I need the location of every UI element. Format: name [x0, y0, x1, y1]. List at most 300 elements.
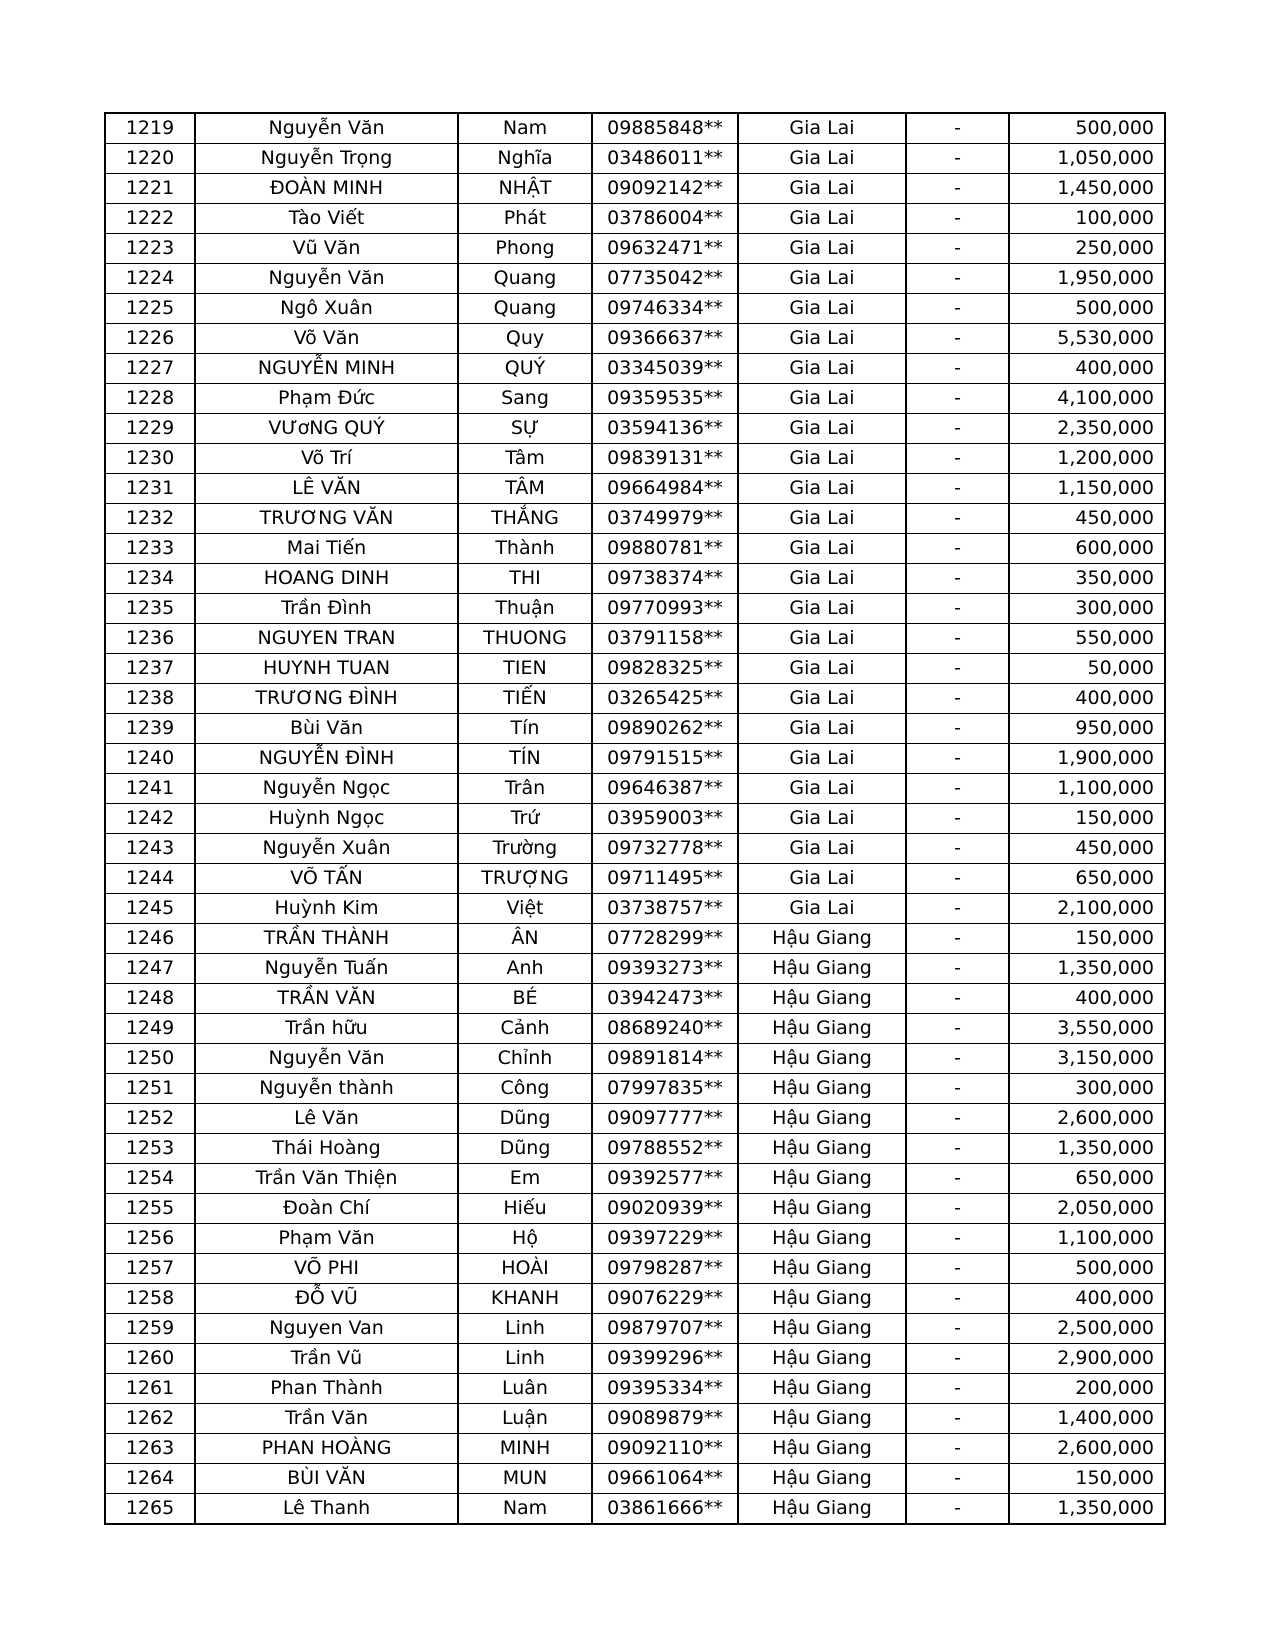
province-cell: Gia Lai [738, 264, 906, 294]
row-number: 1235 [105, 594, 195, 624]
row-number: 1231 [105, 474, 195, 504]
table-row [105, 864, 1165, 894]
province-cell: Hậu Giang [738, 1284, 906, 1314]
given-name-cell: TÍN [458, 744, 592, 774]
province-cell: Gia Lai [738, 444, 906, 474]
table-row [105, 234, 1165, 264]
phone-cell: 09397229** [592, 1224, 738, 1254]
phone-cell: 03791158** [592, 624, 738, 654]
given-name-cell: TÂM [458, 474, 592, 504]
row-number: 1230 [105, 444, 195, 474]
surname-cell: Lê Văn [195, 1104, 458, 1134]
table-row [105, 564, 1165, 594]
phone-cell: 09879707** [592, 1314, 738, 1344]
amount-cell: 2,100,000 [1009, 894, 1165, 924]
phone-cell: 09092142** [592, 174, 738, 204]
amount-cell: 2,600,000 [1009, 1104, 1165, 1134]
dash-cell: - [906, 954, 1009, 984]
row-number: 1222 [105, 204, 195, 234]
surname-cell: Phạm Đức [195, 384, 458, 414]
given-name-cell: Luân [458, 1374, 592, 1404]
row-number: 1259 [105, 1314, 195, 1344]
surname-cell: Lê Thanh [195, 1494, 458, 1525]
phone-cell: 09399296** [592, 1344, 738, 1374]
row-number: 1265 [105, 1494, 195, 1525]
row-number: 1246 [105, 924, 195, 954]
table-row [105, 774, 1165, 804]
phone-cell: 03942473** [592, 984, 738, 1014]
dash-cell: - [906, 894, 1009, 924]
province-cell: Hậu Giang [738, 1134, 906, 1164]
surname-cell: TRƯƠNG ĐÌNH [195, 684, 458, 714]
amount-cell: 1,350,000 [1009, 1494, 1165, 1525]
phone-cell: 03486011** [592, 144, 738, 174]
surname-cell: Nguyễn Xuân [195, 834, 458, 864]
dash-cell: - [906, 1284, 1009, 1314]
row-number: 1263 [105, 1434, 195, 1464]
surname-cell: Ngô Xuân [195, 294, 458, 324]
given-name-cell: ÂN [458, 924, 592, 954]
row-number: 1251 [105, 1074, 195, 1104]
province-cell: Hậu Giang [738, 1254, 906, 1284]
row-number: 1223 [105, 234, 195, 264]
surname-cell: NGUYỄN MINH [195, 354, 458, 384]
row-number: 1256 [105, 1224, 195, 1254]
row-number: 1220 [105, 144, 195, 174]
surname-cell: Nguyễn Trọng [195, 144, 458, 174]
given-name-cell: Dũng [458, 1104, 592, 1134]
row-number: 1234 [105, 564, 195, 594]
amount-cell: 500,000 [1009, 1254, 1165, 1284]
given-name-cell: MINH [458, 1434, 592, 1464]
given-name-cell: THI [458, 564, 592, 594]
surname-cell: Phan Thành [195, 1374, 458, 1404]
given-name-cell: Em [458, 1164, 592, 1194]
row-number: 1228 [105, 384, 195, 414]
dash-cell: - [906, 654, 1009, 684]
row-number: 1243 [105, 834, 195, 864]
dash-cell: - [906, 684, 1009, 714]
phone-cell: 03738757** [592, 894, 738, 924]
dash-cell: - [906, 1254, 1009, 1284]
surname-cell: Nguyễn Văn [195, 113, 458, 144]
phone-cell: 09711495** [592, 864, 738, 894]
surname-cell: Bùi Văn [195, 714, 458, 744]
table-row [105, 1314, 1165, 1344]
phone-cell: 09891814** [592, 1044, 738, 1074]
phone-cell: 09097777** [592, 1104, 738, 1134]
row-number: 1255 [105, 1194, 195, 1224]
province-cell: Gia Lai [738, 234, 906, 264]
phone-cell: 09746334** [592, 294, 738, 324]
given-name-cell: Linh [458, 1314, 592, 1344]
given-name-cell: Linh [458, 1344, 592, 1374]
surname-cell: Nguyễn Văn [195, 1044, 458, 1074]
table-row [105, 1224, 1165, 1254]
given-name-cell: Anh [458, 954, 592, 984]
province-cell: Hậu Giang [738, 1434, 906, 1464]
given-name-cell: BÉ [458, 984, 592, 1014]
phone-cell: 09770993** [592, 594, 738, 624]
province-cell: Gia Lai [738, 144, 906, 174]
donation-table [104, 112, 1166, 1525]
table-row [105, 1104, 1165, 1134]
phone-cell: 09393273** [592, 954, 738, 984]
surname-cell: Nguyễn Văn [195, 264, 458, 294]
dash-cell: - [906, 834, 1009, 864]
dash-cell: - [906, 264, 1009, 294]
table-row [105, 594, 1165, 624]
table-row [105, 294, 1165, 324]
row-number: 1239 [105, 714, 195, 744]
surname-cell: TRƯƠNG VĂN [195, 504, 458, 534]
table-row [105, 684, 1165, 714]
phone-cell: 07728299** [592, 924, 738, 954]
table-row [105, 354, 1165, 384]
row-number: 1260 [105, 1344, 195, 1374]
row-number: 1257 [105, 1254, 195, 1284]
table-row [105, 1374, 1165, 1404]
dash-cell: - [906, 204, 1009, 234]
province-cell: Hậu Giang [738, 954, 906, 984]
phone-cell: 09646387** [592, 774, 738, 804]
phone-cell: 09392577** [592, 1164, 738, 1194]
province-cell: Gia Lai [738, 654, 906, 684]
surname-cell: Võ Trí [195, 444, 458, 474]
amount-cell: 400,000 [1009, 684, 1165, 714]
surname-cell: Trần Đình [195, 594, 458, 624]
phone-cell: 07735042** [592, 264, 738, 294]
phone-cell: 09359535** [592, 384, 738, 414]
row-number: 1232 [105, 504, 195, 534]
dash-cell: - [906, 174, 1009, 204]
dash-cell: - [906, 984, 1009, 1014]
given-name-cell: MUN [458, 1464, 592, 1494]
phone-cell: 03594136** [592, 414, 738, 444]
dash-cell: - [906, 354, 1009, 384]
row-number: 1240 [105, 744, 195, 774]
phone-cell: 09885848** [592, 113, 738, 144]
phone-cell: 03265425** [592, 684, 738, 714]
dash-cell: - [906, 474, 1009, 504]
row-number: 1254 [105, 1164, 195, 1194]
amount-cell: 500,000 [1009, 294, 1165, 324]
table-body [105, 113, 1165, 1524]
province-cell: Hậu Giang [738, 1104, 906, 1134]
table-row [105, 534, 1165, 564]
given-name-cell: Công [458, 1074, 592, 1104]
table-row [105, 144, 1165, 174]
amount-cell: 5,530,000 [1009, 324, 1165, 354]
phone-cell: 08689240** [592, 1014, 738, 1044]
province-cell: Hậu Giang [738, 1074, 906, 1104]
amount-cell: 2,050,000 [1009, 1194, 1165, 1224]
row-number: 1219 [105, 113, 195, 144]
row-number: 1252 [105, 1104, 195, 1134]
province-cell: Gia Lai [738, 834, 906, 864]
province-cell: Gia Lai [738, 414, 906, 444]
phone-cell: 03959003** [592, 804, 738, 834]
amount-cell: 200,000 [1009, 1374, 1165, 1404]
phone-cell: 09880781** [592, 534, 738, 564]
amount-cell: 1,100,000 [1009, 774, 1165, 804]
dash-cell: - [906, 1464, 1009, 1494]
given-name-cell: Thuận [458, 594, 592, 624]
table-row [105, 1194, 1165, 1224]
given-name-cell: Trứ [458, 804, 592, 834]
surname-cell: HUYNH TUAN [195, 654, 458, 684]
surname-cell: ĐOÀN MINH [195, 174, 458, 204]
given-name-cell: Tâm [458, 444, 592, 474]
dash-cell: - [906, 1224, 1009, 1254]
table-row [105, 954, 1165, 984]
dash-cell: - [906, 1314, 1009, 1344]
dash-cell: - [906, 504, 1009, 534]
province-cell: Gia Lai [738, 624, 906, 654]
dash-cell: - [906, 384, 1009, 414]
province-cell: Gia Lai [738, 564, 906, 594]
surname-cell: HOANG DINH [195, 564, 458, 594]
row-number: 1248 [105, 984, 195, 1014]
table-row [105, 984, 1165, 1014]
table-row [105, 744, 1165, 774]
dash-cell: - [906, 774, 1009, 804]
amount-cell: 1,450,000 [1009, 174, 1165, 204]
given-name-cell: Nghĩa [458, 144, 592, 174]
province-cell: Gia Lai [738, 714, 906, 744]
surname-cell: VƯơNG QUÝ [195, 414, 458, 444]
table-row [105, 414, 1165, 444]
row-number: 1227 [105, 354, 195, 384]
row-number: 1236 [105, 624, 195, 654]
province-cell: Gia Lai [738, 354, 906, 384]
amount-cell: 150,000 [1009, 804, 1165, 834]
amount-cell: 300,000 [1009, 594, 1165, 624]
row-number: 1238 [105, 684, 195, 714]
dash-cell: - [906, 534, 1009, 564]
surname-cell: ĐỖ VŨ [195, 1284, 458, 1314]
surname-cell: NGUYỄN ĐÌNH [195, 744, 458, 774]
surname-cell: NGUYEN TRAN [195, 624, 458, 654]
table-row [105, 174, 1165, 204]
given-name-cell: Luận [458, 1404, 592, 1434]
table-row [105, 444, 1165, 474]
dash-cell: - [906, 444, 1009, 474]
dash-cell: - [906, 324, 1009, 354]
amount-cell: 1,350,000 [1009, 1134, 1165, 1164]
amount-cell: 450,000 [1009, 504, 1165, 534]
phone-cell: 07997835** [592, 1074, 738, 1104]
given-name-cell: Phát [458, 204, 592, 234]
table-row [105, 804, 1165, 834]
province-cell: Hậu Giang [738, 924, 906, 954]
given-name-cell: QUÝ [458, 354, 592, 384]
phone-cell: 09798287** [592, 1254, 738, 1284]
given-name-cell: THẮNG [458, 504, 592, 534]
dash-cell: - [906, 113, 1009, 144]
surname-cell: TRẦN THÀNH [195, 924, 458, 954]
province-cell: Gia Lai [738, 204, 906, 234]
table-row [105, 1494, 1165, 1525]
phone-cell: 09076229** [592, 1284, 738, 1314]
surname-cell: Võ Văn [195, 324, 458, 354]
amount-cell: 150,000 [1009, 924, 1165, 954]
given-name-cell: Quang [458, 264, 592, 294]
province-cell: Hậu Giang [738, 984, 906, 1014]
amount-cell: 1,100,000 [1009, 1224, 1165, 1254]
province-cell: Gia Lai [738, 534, 906, 564]
amount-cell: 2,900,000 [1009, 1344, 1165, 1374]
row-number: 1224 [105, 264, 195, 294]
amount-cell: 400,000 [1009, 1284, 1165, 1314]
dash-cell: - [906, 714, 1009, 744]
phone-cell: 09089879** [592, 1404, 738, 1434]
amount-cell: 950,000 [1009, 714, 1165, 744]
province-cell: Gia Lai [738, 804, 906, 834]
surname-cell: Nguyễn thành [195, 1074, 458, 1104]
surname-cell: Huỳnh Ngọc [195, 804, 458, 834]
amount-cell: 400,000 [1009, 984, 1165, 1014]
given-name-cell: Thành [458, 534, 592, 564]
province-cell: Gia Lai [738, 684, 906, 714]
document-sheet [104, 112, 1166, 1525]
amount-cell: 3,150,000 [1009, 1044, 1165, 1074]
amount-cell: 1,150,000 [1009, 474, 1165, 504]
dash-cell: - [906, 624, 1009, 654]
amount-cell: 100,000 [1009, 204, 1165, 234]
table-row [105, 1464, 1165, 1494]
province-cell: Gia Lai [738, 864, 906, 894]
row-number: 1237 [105, 654, 195, 684]
given-name-cell: Quang [458, 294, 592, 324]
given-name-cell: Dũng [458, 1134, 592, 1164]
dash-cell: - [906, 864, 1009, 894]
amount-cell: 4,100,000 [1009, 384, 1165, 414]
given-name-cell: Phong [458, 234, 592, 264]
province-cell: Gia Lai [738, 324, 906, 354]
surname-cell: Tào Viết [195, 204, 458, 234]
given-name-cell: SỰ [458, 414, 592, 444]
given-name-cell: Sang [458, 384, 592, 414]
dash-cell: - [906, 804, 1009, 834]
row-number: 1221 [105, 174, 195, 204]
amount-cell: 1,950,000 [1009, 264, 1165, 294]
phone-cell: 09791515** [592, 744, 738, 774]
surname-cell: Mai Tiến [195, 534, 458, 564]
row-number: 1226 [105, 324, 195, 354]
amount-cell: 1,050,000 [1009, 144, 1165, 174]
surname-cell: Phạm Văn [195, 1224, 458, 1254]
surname-cell: VÕ PHI [195, 1254, 458, 1284]
dash-cell: - [906, 1074, 1009, 1104]
surname-cell: Nguyen Van [195, 1314, 458, 1344]
amount-cell: 300,000 [1009, 1074, 1165, 1104]
row-number: 1253 [105, 1134, 195, 1164]
phone-cell: 09366637** [592, 324, 738, 354]
given-name-cell: Tín [458, 714, 592, 744]
table-row [105, 1404, 1165, 1434]
given-name-cell: Quy [458, 324, 592, 354]
row-number: 1225 [105, 294, 195, 324]
given-name-cell: Nam [458, 1494, 592, 1525]
surname-cell: LÊ VĂN [195, 474, 458, 504]
table-row [105, 1284, 1165, 1314]
table-row [105, 1014, 1165, 1044]
dash-cell: - [906, 1434, 1009, 1464]
dash-cell: - [906, 1494, 1009, 1525]
phone-cell: 03749979** [592, 504, 738, 534]
given-name-cell: Cảnh [458, 1014, 592, 1044]
phone-cell: 09020939** [592, 1194, 738, 1224]
row-number: 1245 [105, 894, 195, 924]
amount-cell: 1,350,000 [1009, 954, 1165, 984]
surname-cell: Vũ Văn [195, 234, 458, 264]
dash-cell: - [906, 414, 1009, 444]
province-cell: Hậu Giang [738, 1344, 906, 1374]
table-row [105, 1344, 1165, 1374]
province-cell: Hậu Giang [738, 1374, 906, 1404]
given-name-cell: NHẬT [458, 174, 592, 204]
surname-cell: Trần Văn [195, 1404, 458, 1434]
table-row [105, 894, 1165, 924]
given-name-cell: Trường [458, 834, 592, 864]
phone-cell: 03345039** [592, 354, 738, 384]
table-row [105, 1164, 1165, 1194]
amount-cell: 650,000 [1009, 864, 1165, 894]
row-number: 1249 [105, 1014, 195, 1044]
table-row [105, 1134, 1165, 1164]
phone-cell: 09395334** [592, 1374, 738, 1404]
province-cell: Hậu Giang [738, 1194, 906, 1224]
row-number: 1229 [105, 414, 195, 444]
phone-cell: 09664984** [592, 474, 738, 504]
amount-cell: 2,350,000 [1009, 414, 1165, 444]
table-row [105, 264, 1165, 294]
amount-cell: 400,000 [1009, 354, 1165, 384]
row-number: 1242 [105, 804, 195, 834]
amount-cell: 1,900,000 [1009, 744, 1165, 774]
given-name-cell: Nam [458, 113, 592, 144]
row-number: 1261 [105, 1374, 195, 1404]
surname-cell: Trần Văn Thiện [195, 1164, 458, 1194]
given-name-cell: KHANH [458, 1284, 592, 1314]
phone-cell: 09890262** [592, 714, 738, 744]
given-name-cell: TIẾN [458, 684, 592, 714]
province-cell: Gia Lai [738, 294, 906, 324]
table-row [105, 474, 1165, 504]
amount-cell: 600,000 [1009, 534, 1165, 564]
amount-cell: 2,600,000 [1009, 1434, 1165, 1464]
table-row [105, 654, 1165, 684]
table-row [105, 624, 1165, 654]
province-cell: Gia Lai [738, 744, 906, 774]
dash-cell: - [906, 1014, 1009, 1044]
dash-cell: - [906, 924, 1009, 954]
dash-cell: - [906, 1374, 1009, 1404]
dash-cell: - [906, 744, 1009, 774]
amount-cell: 350,000 [1009, 564, 1165, 594]
table-row [105, 504, 1165, 534]
province-cell: Gia Lai [738, 504, 906, 534]
given-name-cell: TRƯỢNG [458, 864, 592, 894]
table-row [105, 113, 1165, 144]
province-cell: Gia Lai [738, 594, 906, 624]
dash-cell: - [906, 1134, 1009, 1164]
row-number: 1241 [105, 774, 195, 804]
given-name-cell: Hộ [458, 1224, 592, 1254]
table-row [105, 1434, 1165, 1464]
phone-cell: 09092110** [592, 1434, 738, 1464]
